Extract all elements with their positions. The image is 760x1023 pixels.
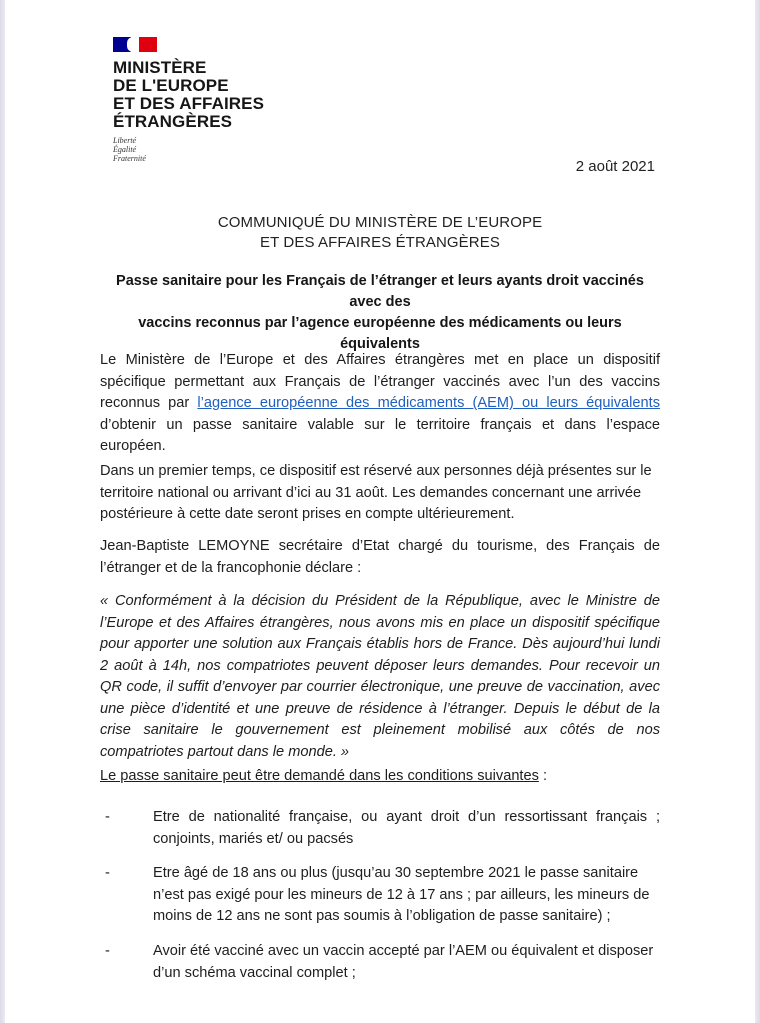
ministry-name-line: ET DES AFFAIRES <box>113 94 265 113</box>
conditions-heading <box>100 766 660 788</box>
conditions-heading-text: Le passe sanitaire peut être demandé dans les conditions suivantes <box>100 768 539 784</box>
document-page <box>5 0 755 1023</box>
condition-item <box>105 941 660 984</box>
page-edge-right <box>755 0 760 1023</box>
communique-heading <box>5 213 755 253</box>
ministry-name-line: MINISTÈRE <box>113 58 207 77</box>
paragraph-scope: Dans un premier temps, ce dispositif est réservé aux personnes déjà présentes sur le territoire national ou arrivant d’ici au 31 août. Les demandes concernant une arrivée postérieure à cette date seront prises en compte ultérieurement. <box>100 463 652 522</box>
ministry-logo <box>113 37 264 163</box>
paragraph-line: spécifique permettant aux Français de l’étranger vaccinés avec l’un des vaccins <box>100 373 660 390</box>
paragraph-line: d’obtenir un passe sanitaire valable sur le territoire français et dans l’espace <box>100 416 660 433</box>
document-date: 2 août 2021 <box>575 158 655 175</box>
subject-line: Passe sanitaire pour les Français de l’étranger et leurs ayants droit vaccinés avec des <box>116 273 644 310</box>
paragraph-declaration-intro: Jean-Baptiste LEMOYNE secrétaire d’Etat chargé du tourisme, des Français de l’étranger et de la francophonie déclare : <box>100 538 660 576</box>
subject-line: vaccins reconnus par l’agence européenne des médicaments ou leurs équivalents <box>138 315 622 352</box>
dash-bullet-icon: - <box>105 943 110 959</box>
condition-item <box>105 863 660 928</box>
flag-marianne-profile <box>127 37 139 52</box>
link-prefix: reconnus par <box>100 395 198 411</box>
ministry-name-line: ÉTRANGÈRES <box>113 112 233 131</box>
ministry-name-line: DE L'EUROPE <box>113 76 229 95</box>
paragraph-line: Le Ministère de l’Europe et des Affaires étrangères met en place un dispositif <box>100 352 660 368</box>
condition-list-item <box>105 807 660 850</box>
condition-text: Etre de nationalité française, ou ayant droit d’un ressortissant français ; conjoints, mariés et/ ou pacsés <box>153 809 660 847</box>
aem-link[interactable]: l’agence européenne des médicaments (AEM) ou leurs équivalents <box>197 395 660 411</box>
dash-bullet-icon: - <box>105 809 110 825</box>
condition-text: Avoir été vacciné avec un vaccin accepté par l’AEM ou équivalent et disposer d’un schéma vaccinal complet ; <box>153 943 654 981</box>
heading-line: ET DES AFFAIRES ÉTRANGÈRES <box>260 234 500 251</box>
motto-line: Liberté <box>113 136 137 145</box>
condition-item <box>105 807 660 850</box>
paragraph-quote: « Conformément à la décision du Président de la République, avec le Ministre de l’Europe et des Affaires étrangères, nous avons mis en place un dispositif spécifique pour apporter une solution aux Français établis hors de France. Dès aujourd’hui lundi 2 août à 14h, nos compatriotes peuvent déposer leurs demandes. Pour recevoir un QR code, il suffit d’envoyer par courrier électronique, une preuve de vaccination, avec une pièce d’identité et une preuve de résidence à l’étranger. Depuis le début de la crise sanitaire le gouvernement est pleinement mobilisé aux côtés de nos compatriotes partout dans le monde. » <box>100 593 660 760</box>
paragraph-line: européen. <box>100 438 166 454</box>
condition-text: Etre âgé de 18 ans ou plus (jusqu’au 30 septembre 2021 le passe sanitaire n’est pas exigé pour les mineurs de 12 à 17 ans ; par ailleurs, les mineurs de moins de 12 ans ne sont pas soumis à l’obligation de passe sanitaire) ; <box>153 865 650 924</box>
marianne-flag-icon <box>113 37 157 52</box>
condition-list-item <box>105 941 660 984</box>
motto-line: Égalité <box>113 145 137 154</box>
flag-red-band <box>139 37 157 52</box>
ministry-name <box>113 59 264 131</box>
condition-list-item <box>105 863 660 928</box>
dash-bullet-icon: - <box>105 865 110 881</box>
republic-motto <box>113 136 264 163</box>
conditions-heading-colon: : <box>538 768 548 784</box>
paragraph-line <box>100 393 660 415</box>
communique-subject <box>100 271 660 355</box>
paragraph-intro <box>100 350 660 458</box>
motto-line: Fraternité <box>113 154 146 163</box>
heading-line: COMMUNIQUÉ DU MINISTÈRE DE L’EUROPE <box>217 214 543 231</box>
